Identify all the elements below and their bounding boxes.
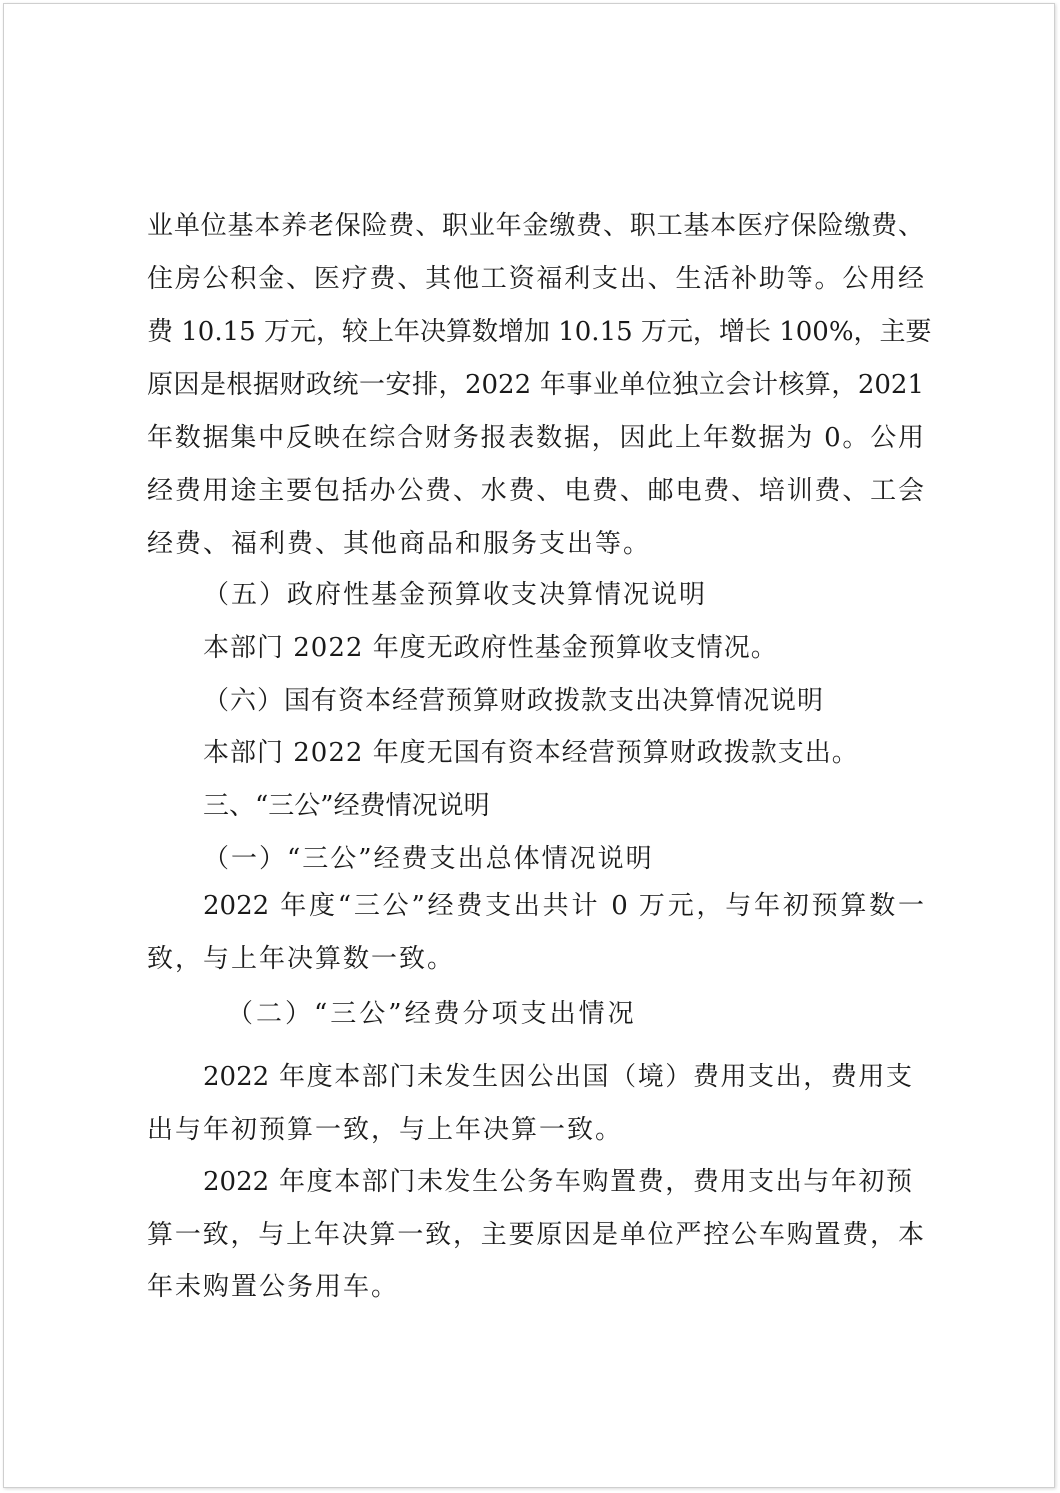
part-heading: 三、“三公”经费情况说明 bbox=[203, 791, 490, 821]
paragraph-line: 2022 年度“三公”经费支出共计 0 万元，与年初预算数一 bbox=[203, 891, 924, 921]
paragraph-line: 经费、福利费、其他商品和服务支出等。 bbox=[147, 529, 652, 559]
paragraph-line: 年数据集中反映在综合财务报表数据，因此上年数据为 0。公用 bbox=[147, 423, 924, 453]
paragraph-line: 算一致，与上年决算一致，主要原因是单位严控公车购置费，本 bbox=[147, 1220, 924, 1250]
paragraph-line: 住房公积金、医疗费、其他工资福利支出、生活补助等。公用经 bbox=[147, 264, 924, 294]
paragraph-line: 经费用途主要包括办公费、水费、电费、邮电费、培训费、工会 bbox=[147, 476, 924, 506]
subsection-heading: （二）“三公”经费分项支出情况 bbox=[227, 999, 637, 1029]
paragraph-line: 致，与上年决算数一致。 bbox=[147, 944, 456, 974]
paragraph-line: 2022 年度本部门未发生因公出国（境）费用支出，费用支 bbox=[203, 1062, 912, 1092]
paragraph-line: 费 10.15 万元，较上年决算数增加 10.15 万元，增长 100%，主要 bbox=[147, 317, 932, 347]
paragraph-line: 年未购置公务用车。 bbox=[147, 1272, 400, 1302]
section-body: 本部门 2022 年度无政府性基金预算收支情况。 bbox=[203, 633, 778, 663]
paragraph-line: 出与年初预算一致，与上年决算一致。 bbox=[147, 1115, 624, 1145]
document-page bbox=[3, 3, 1055, 1488]
subsection-heading: （一）“三公”经费支出总体情况说明 bbox=[203, 844, 654, 874]
section-body: 本部门 2022 年度无国有资本经营预算财政拨款支出。 bbox=[203, 738, 859, 768]
paragraph-line: 2022 年度本部门未发生公务车购置费，费用支出与年初预 bbox=[203, 1167, 912, 1197]
section-heading: （六）国有资本经营预算财政拨款支出决算情况说明 bbox=[203, 686, 825, 716]
paragraph-line: 业单位基本养老保险费、职业年金缴费、职工基本医疗保险缴费、 bbox=[147, 211, 924, 241]
section-heading: （五）政府性基金预算收支决算情况说明 bbox=[203, 580, 708, 610]
paragraph-line: 原因是根据财政统一安排，2022 年事业单位独立会计核算，2021 bbox=[147, 370, 924, 400]
